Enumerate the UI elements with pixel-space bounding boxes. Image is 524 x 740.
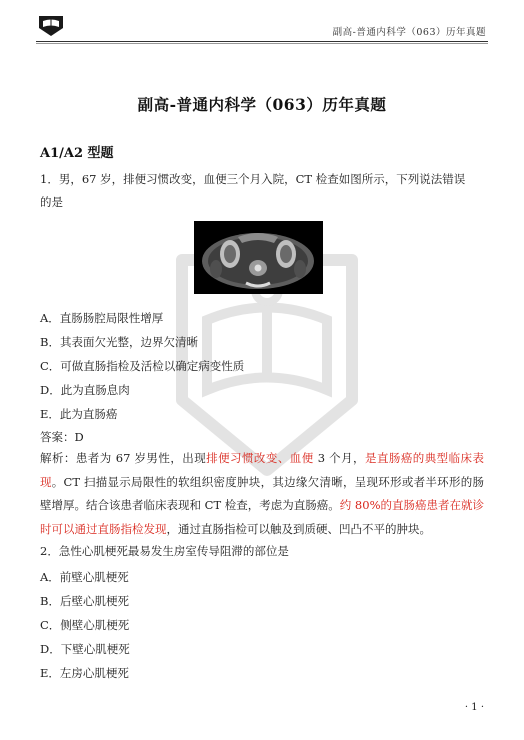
analysis-text: 3 个月， (313, 451, 366, 465)
question-2-option-b: B．后壁心肌梗死 (40, 594, 129, 608)
analysis-highlight: 排便习惯改变、血便 (206, 451, 314, 465)
analysis-text: 。CT 扫描显示局限性的软组织密度肿块，其边缘欠清晰，呈现环形或者半环形的肠壁增厚。结合该患者临床表现和 CT 检查，考虑为直肠癌。 (40, 474, 485, 512)
question-1-option-c: C．可做直肠指检及活检以确定病变性质 (40, 359, 245, 373)
question-2-option-d: D．下壁心肌梗死 (40, 642, 130, 656)
question-1-answer: 答案：D (40, 430, 84, 444)
section-heading: A1/A2 型题 (40, 146, 114, 161)
question-1-stem-line1: 1．男，67 岁，排便习惯改变，血便三个月入院，CT 检查如图所示，下列说法错误 (40, 172, 466, 186)
header-divider-thin (36, 43, 488, 44)
question-2-option-c: C．侧壁心肌梗死 (40, 618, 130, 632)
ct-scan-image (194, 221, 323, 294)
question-1-stem (40, 168, 484, 214)
analysis-text: 解析：患者为 67 岁男性，出现 (40, 451, 207, 465)
header-title: 副高-普通内科学（063）历年真题 (332, 27, 486, 38)
book-shield-icon (36, 14, 66, 38)
question-2-option-a: A．前壁心肌梗死 (40, 570, 129, 584)
question-2-stem: 2．急性心肌梗死最易发生房室传导阻滞的部位是 (40, 544, 289, 558)
analysis-highlight: 约 80%的直肠癌患者在就诊时可以通过直肠指检发现 (40, 498, 484, 536)
question-2-option-e: E．左房心肌梗死 (40, 666, 129, 680)
page-number: · 1 · (464, 702, 484, 713)
question-1-option-e: E．此为直肠癌 (40, 407, 118, 421)
header-divider (36, 41, 488, 42)
question-1-option-b: B．其表面欠光整，边界欠清晰 (40, 335, 198, 349)
question-1-analysis (40, 447, 484, 541)
question-1-stem-line2: 的是 (40, 195, 63, 209)
document-title: 副高-普通内科学（063）历年真题 (137, 95, 387, 114)
question-1-option-a: A．直肠肠腔局限性增厚 (40, 311, 164, 325)
analysis-text: ，通过直肠指检可以触及到质硬、凹凸不平的肿块。 (166, 521, 431, 536)
question-1-option-d: D．此为直肠息肉 (40, 383, 130, 397)
analysis-highlight: 是直肠癌的典型临床表现 (40, 451, 485, 489)
